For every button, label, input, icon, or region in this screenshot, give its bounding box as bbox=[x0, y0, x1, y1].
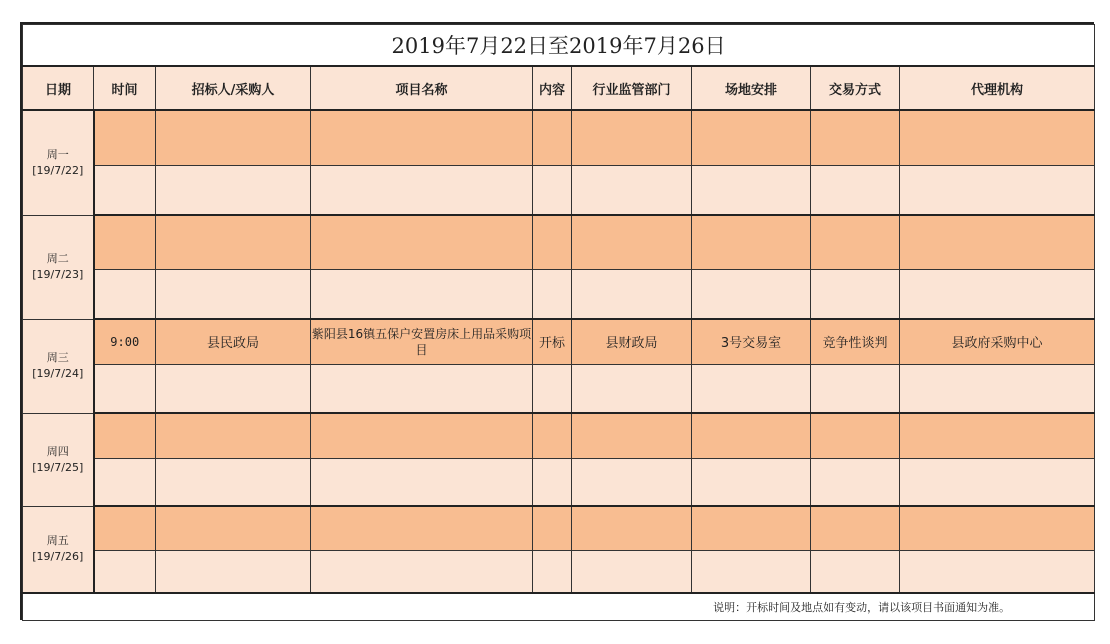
table-cell bbox=[572, 364, 692, 413]
table-cell bbox=[572, 550, 692, 593]
table-cell bbox=[533, 165, 572, 215]
table-cell bbox=[94, 215, 156, 269]
entry-project-name: 紫阳县16镇五保户安置房床上用品采购项目 bbox=[311, 319, 533, 364]
table-cell bbox=[900, 364, 1095, 413]
table-cell bbox=[900, 165, 1095, 215]
table-cell bbox=[900, 110, 1095, 165]
table-cell bbox=[572, 269, 692, 319]
table-cell bbox=[900, 269, 1095, 319]
table-cell bbox=[811, 550, 900, 593]
table-cell bbox=[533, 458, 572, 506]
table-cell bbox=[692, 269, 811, 319]
weekday-label: 周三 bbox=[46, 351, 69, 364]
table-cell bbox=[572, 165, 692, 215]
table-cell bbox=[692, 413, 811, 458]
table-cell bbox=[311, 506, 533, 550]
table-cell bbox=[311, 364, 533, 413]
table-cell bbox=[572, 506, 692, 550]
table-cell bbox=[311, 110, 533, 165]
table-cell bbox=[900, 458, 1095, 506]
table-cell bbox=[692, 215, 811, 269]
table-cell bbox=[94, 110, 156, 165]
table-cell bbox=[156, 165, 311, 215]
day-cell-monday bbox=[23, 110, 94, 215]
schedule-sheet bbox=[20, 22, 1094, 620]
entry-content: 开标 bbox=[533, 319, 572, 364]
table-cell bbox=[572, 110, 692, 165]
table-cell bbox=[533, 110, 572, 165]
table-cell bbox=[811, 364, 900, 413]
table-cell bbox=[692, 458, 811, 506]
table-cell bbox=[311, 269, 533, 319]
header-time: 时间 bbox=[94, 66, 156, 110]
header-purchaser: 招标人/采购人 bbox=[156, 66, 311, 110]
entry-venue: 3号交易室 bbox=[692, 319, 811, 364]
table-cell bbox=[811, 215, 900, 269]
table-cell bbox=[572, 215, 692, 269]
table-cell bbox=[572, 458, 692, 506]
entry-regulator: 县财政局 bbox=[572, 319, 692, 364]
weekday-label: 周四 bbox=[46, 444, 69, 458]
date-label: [19/7/26] bbox=[32, 550, 84, 564]
header-content: 内容 bbox=[533, 66, 572, 110]
table-cell bbox=[900, 413, 1095, 458]
day-cell-tuesday bbox=[23, 215, 94, 319]
table-cell bbox=[533, 506, 572, 550]
table-cell bbox=[311, 550, 533, 593]
table-cell bbox=[811, 165, 900, 215]
table-cell bbox=[572, 413, 692, 458]
table-cell bbox=[811, 458, 900, 506]
weekday-label: 周二 bbox=[46, 252, 69, 265]
table-cell bbox=[156, 269, 311, 319]
table-cell bbox=[533, 413, 572, 458]
table-cell bbox=[692, 506, 811, 550]
table-cell bbox=[94, 550, 156, 593]
table-cell bbox=[156, 458, 311, 506]
table-cell bbox=[94, 413, 156, 458]
entry-method: 竞争性谈判 bbox=[811, 319, 900, 364]
table-cell bbox=[94, 506, 156, 550]
table-cell bbox=[94, 364, 156, 413]
header-date: 日期 bbox=[23, 66, 94, 110]
date-label: [19/7/24] bbox=[32, 367, 84, 380]
entry-agency: 县政府采购中心 bbox=[900, 319, 1095, 364]
table-cell bbox=[311, 458, 533, 506]
table-cell bbox=[900, 506, 1095, 550]
header-project: 项目名称 bbox=[311, 66, 533, 110]
table-cell bbox=[533, 215, 572, 269]
header-method: 交易方式 bbox=[811, 66, 900, 110]
table-cell bbox=[533, 364, 572, 413]
table-cell bbox=[311, 215, 533, 269]
header-venue: 场地安排 bbox=[692, 66, 811, 110]
table-cell bbox=[156, 364, 311, 413]
table-cell bbox=[156, 550, 311, 593]
table-cell bbox=[811, 413, 900, 458]
weekday-label: 周五 bbox=[46, 534, 69, 548]
date-label: [19/7/23] bbox=[32, 268, 84, 281]
table-cell bbox=[311, 413, 533, 458]
table-cell bbox=[900, 550, 1095, 593]
day-cell-friday bbox=[23, 506, 94, 593]
table-cell bbox=[900, 215, 1095, 269]
table-cell bbox=[311, 165, 533, 215]
table-cell bbox=[94, 458, 156, 506]
day-cell-thursday bbox=[23, 413, 94, 506]
table-cell bbox=[811, 269, 900, 319]
header-regulator: 行业监管部门 bbox=[572, 66, 692, 110]
schedule-title: 2019年7月22日至2019年7月26日 bbox=[23, 25, 1095, 67]
table-cell bbox=[533, 269, 572, 319]
table-cell bbox=[533, 550, 572, 593]
date-label: [19/7/22] bbox=[32, 163, 84, 177]
date-label: [19/7/25] bbox=[32, 460, 84, 474]
table-cell bbox=[156, 110, 311, 165]
entry-time: 9:00 bbox=[94, 319, 156, 364]
weekday-label: 周一 bbox=[46, 147, 69, 161]
table-cell bbox=[94, 165, 156, 215]
table-cell bbox=[692, 110, 811, 165]
table-cell bbox=[811, 110, 900, 165]
table-cell bbox=[156, 506, 311, 550]
table-cell bbox=[692, 364, 811, 413]
table-cell bbox=[811, 506, 900, 550]
table-cell bbox=[692, 165, 811, 215]
entry-purchaser: 县民政局 bbox=[156, 319, 311, 364]
day-cell-wednesday bbox=[23, 319, 94, 413]
table-cell bbox=[692, 550, 811, 593]
schedule-table bbox=[22, 24, 1095, 621]
table-cell bbox=[156, 413, 311, 458]
footer-note: 说明：开标时间及地点如有变动，请以该项目书面通知为准。 bbox=[23, 593, 1095, 621]
table-cell bbox=[94, 269, 156, 319]
header-agency: 代理机构 bbox=[900, 66, 1095, 110]
table-cell bbox=[156, 215, 311, 269]
